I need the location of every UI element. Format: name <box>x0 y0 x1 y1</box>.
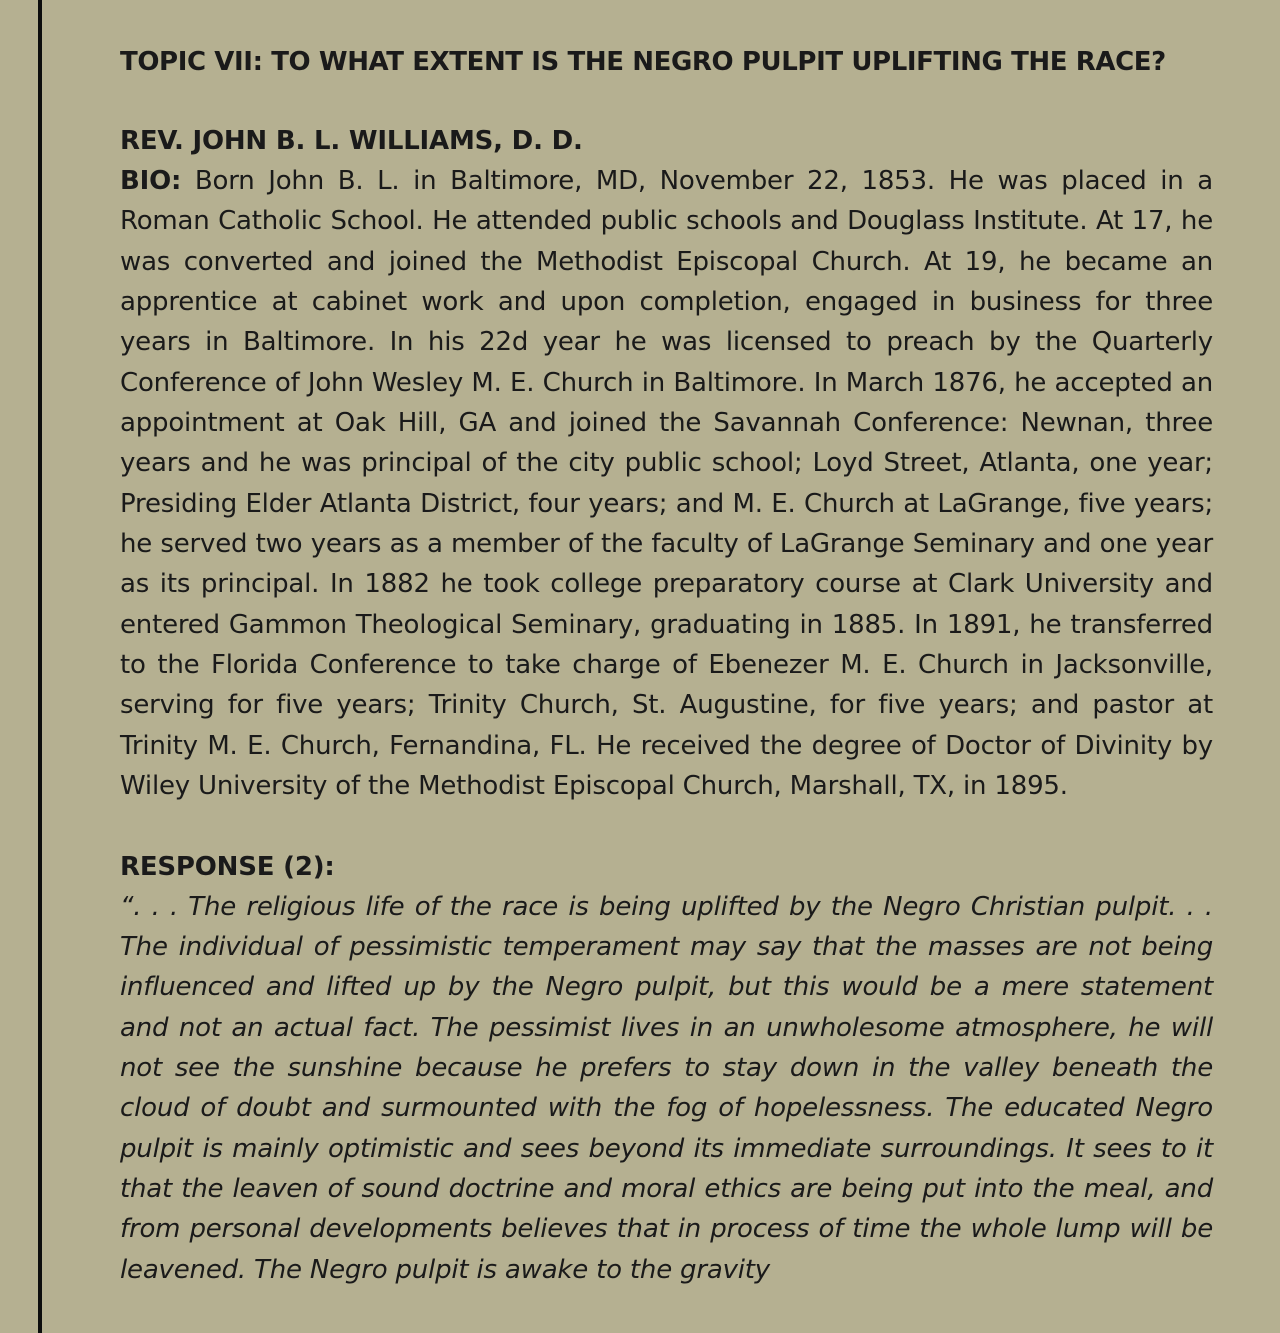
speaker-name: REV. JOHN B. L. WILLIAMS, D. D. <box>120 126 583 156</box>
left-margin-rule <box>38 0 42 1333</box>
topic-heading: TOPIC VII: TO WHAT EXTENT IS THE NEGRO PULPIT UPLIFTING THE RACE? <box>120 47 1166 77</box>
heading-spacer <box>120 84 1213 121</box>
bio-text: Born John B. L. in Baltimore, MD, November 22, 1853. He was placed in a Roman Catholic School. He attended public schools and Douglass Institute. At 17, he was converted and joined the Methodist Episcopal Church. At 19, he became an apprentice at cabinet work and upon completion, engaged in business for three years in Baltimore. In his 22d year he was licensed to preach by the Quarterly Conference of John Wesley M. E. Church in Baltimore. In March 1876, he accepted an appointment at Oak Hill, GA and joined the Savannah Conference: Newnan, three years and he was principal of the city public school; Loyd Street, Atlanta, one year; Presiding Elder Atlanta District, four years; and M. E. Church at LaGrange, five years; he served two years as a member of the faculty of LaGrange Seminary and one year as its principal. In 1882 he took college preparatory course at Clark University and entered Gammon Theological Seminary, graduating in 1885. In 1891, he transferred to the Florida Conference to take charge of Ebenezer M. E. Church in Jacksonville, serving for five years; Trinity Church, St. Augustine, for five years; and pastor at Trinity M. E. Church, Fernandina, FL. He received the degree of Doctor of Divinity by Wiley University of the Methodist Episcopal Church, Marshall, TX, in 1895. <box>120 166 1213 802</box>
bio-paragraph <box>120 161 1213 807</box>
bio-label: BIO: <box>120 166 182 196</box>
response-quote: “. . . The religious life of the race is being uplifted by the Negro Christian pulpit. . . The individual of pessimistic temperament may say that the masses are not being influenced and lifted up by the Negro pulpit, but this would be a mere statement and not an actual fact. The pessimist lives in an unwholesome atmosphere, he will not see the sunshine because he prefers to stay down in the valley beneath the cloud of doubt and surmounted with the fog of hopelessness. The educated Negro pulpit is mainly optimistic and sees beyond its immediate surroundings. It sees to it that the leaven of sound doctrine and moral ethics are being put into the meal, and from personal developments believes that in process of time the whole lump will be leavened. The Negro pulpit is awake to the gravity <box>120 891 1213 1285</box>
section-spacer <box>120 807 1213 847</box>
response-heading: RESPONSE (2): <box>120 851 335 882</box>
document-body <box>120 40 1213 1290</box>
